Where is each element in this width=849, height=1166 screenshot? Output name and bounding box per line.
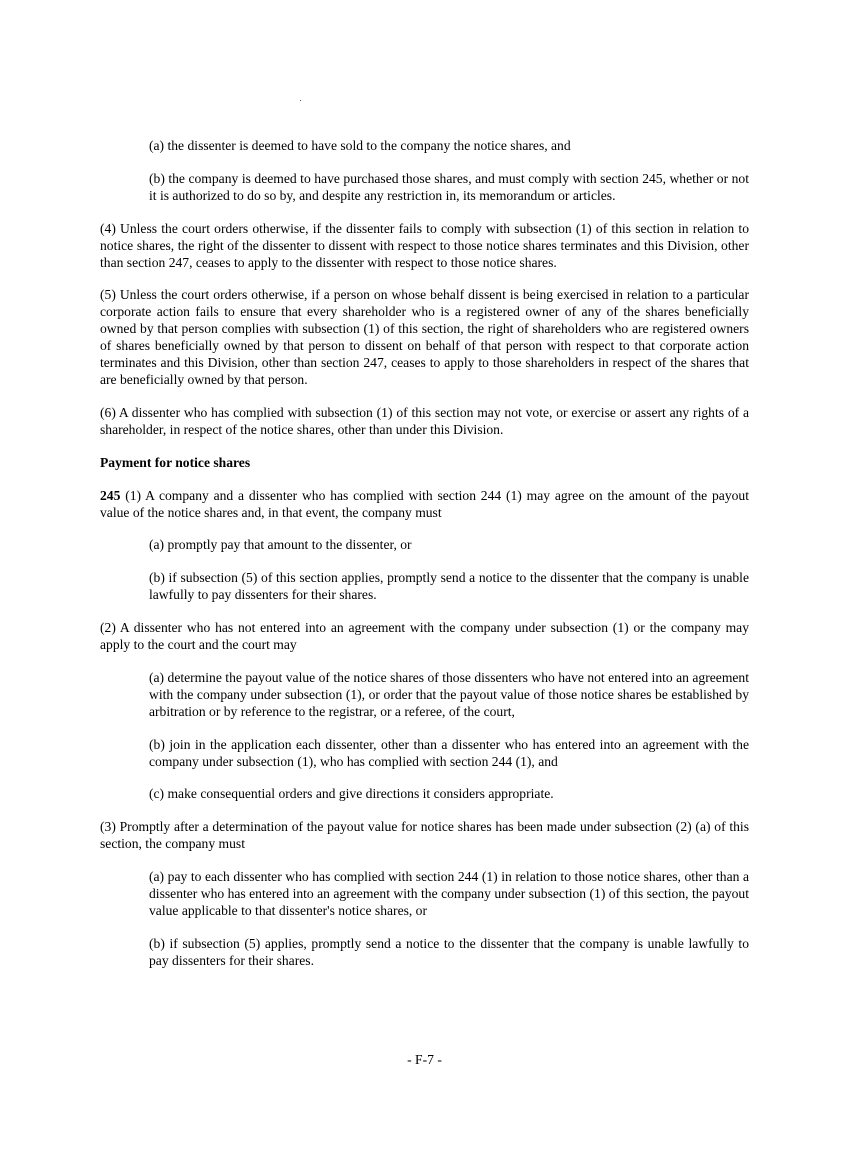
subsection-5: (5) Unless the court orders otherwise, if a person on whose behalf dissent is being exercised in relation to a particular corporate action fails to ensure that every shareholder who is a registered owner of any of the shares beneficially owned by that person complies with subsection (1) of this section, the right of shareholders who are registered owners of shares beneficially owned by that person to dissent on behalf of that person with respect to that corporate action terminates and this Division, other than section 247, ceases to apply to those shareholders in respect of the shares that are beneficially owned by that person. xyxy=(100,287,749,387)
clause-b-purchased: (b) the company is deemed to have purchased those shares, and must comply with section 245, whether or not it is authorized to do so by, and despite any restriction in, its memorandum or articles. xyxy=(149,170,749,203)
clause-a-pay: (a) promptly pay that amount to the dissenter, or xyxy=(149,537,412,553)
clause-a-pay-each: (a) pay to each dissenter who has complied with section 244 (1) in relation to those notice shares, other than a dissenter who has entered into an agreement with the company under subsection (1) of this section, the payout value applicable to that dissenter's notice shares, or xyxy=(149,869,749,918)
clause-a-sold: (a) the dissenter is deemed to have sold to the company the notice shares, and xyxy=(149,138,571,153)
clause-b-notice: (b) if subsection (5) of this section applies, promptly send a notice to the dissenter that the company is unable lawfully to pay dissenters for their shares. xyxy=(149,570,749,603)
section-245-subsection-1 xyxy=(100,488,749,522)
clause-c-orders: (c) make consequential orders and give directions it considers appropriate. xyxy=(149,786,554,802)
clause-b-join: (b) join in the application each dissenter, other than a dissenter who has entered into an agreement with the company under subsection (1), who has complied with section 244 (1), and xyxy=(149,736,749,769)
subsection-6: (6) A dissenter who has complied with subsection (1) of this section may not vote, or exercise or assert any rights of a shareholder, in respect of the notice shares, other than under this Division. xyxy=(100,404,749,437)
clause-a-determine: (a) determine the payout value of the notice shares of those dissenters who have not entered into an agreement with the company under subsection (1), or order that the payout value of those notice shares be established by arbitration or by reference to the registrar, or a referee, of the court, xyxy=(149,669,749,719)
document-body xyxy=(100,138,749,970)
subsection-4: (4) Unless the court orders otherwise, if the dissenter fails to comply with subsection (1) of this section in relation to notice shares, the right of the dissenter to dissent with respect to those notice shares terminates and this Division, other than section 247, ceases to apply to the dissenter with respect to those notice shares. xyxy=(100,220,749,270)
section-245-text: (1) A company and a dissenter who has complied with section 244 (1) may agree on the amount of the payout value of the notice shares and, in that event, the company must xyxy=(100,487,749,520)
section-number: 245 xyxy=(100,487,121,503)
subsection-3: (3) Promptly after a determination of the payout value for notice shares has been made under subsection (2) (a) of this section, the company must xyxy=(100,819,749,852)
section-heading-payment: Payment for notice shares xyxy=(100,454,251,470)
scan-artifact-dot xyxy=(300,100,301,101)
subsection-2: (2) A dissenter who has not entered into an agreement with the company under subsection (1) or the company may apply to the court and the court may xyxy=(100,620,749,653)
page-number: - F-7 - xyxy=(407,1052,442,1067)
clause-b-send-notice: (b) if subsection (5) applies, promptly send a notice to the dissenter that the company is unable lawfully to pay dissenters for their shares. xyxy=(149,935,749,968)
